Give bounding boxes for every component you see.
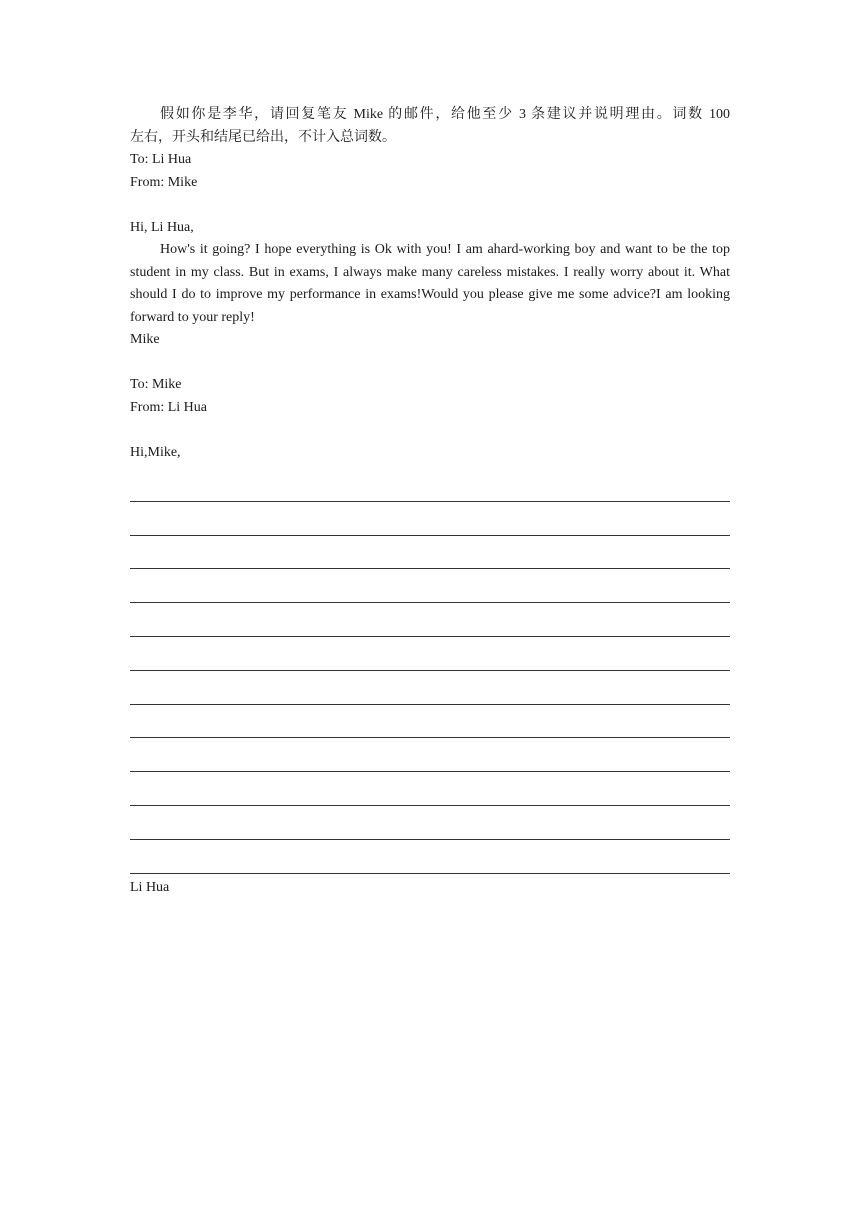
spacer xyxy=(130,419,730,442)
spacer xyxy=(130,352,730,375)
reply-from: From: Li Hua xyxy=(130,399,207,415)
reply-signature: Li Hua xyxy=(130,879,170,895)
reply-to: To: Mike xyxy=(130,377,182,392)
incoming-greeting: Hi, Li Hua, xyxy=(130,219,194,235)
incoming-signature: Mike xyxy=(130,332,160,347)
answer-line[interactable] xyxy=(130,738,730,772)
answer-line[interactable] xyxy=(130,502,730,536)
answer-line[interactable] xyxy=(130,705,730,739)
answer-line[interactable] xyxy=(130,569,730,603)
instruction-line-1: 假如你是李华，请回复笔友 Mike 的邮件，给他至少 3 条建议并说明理由。词数 100 xyxy=(160,107,730,122)
incoming-body: How's it going? I hope everything is Ok with you! I am ahard-working boy and want to be the top student in my class. But in exams, I always make many careless mistakes. I really worry about it. What should I do to improve my performance in exams!Would you please give me some advice?I am looking forward to your reply! xyxy=(130,242,730,325)
answer-line[interactable] xyxy=(130,772,730,806)
answer-line[interactable] xyxy=(130,536,730,570)
instruction-line-2: 左右，开头和结尾已给出，不计入总词数。 xyxy=(130,129,396,145)
answer-writing-area[interactable] xyxy=(130,468,730,874)
reply-greeting: Hi,Mike, xyxy=(130,444,181,460)
answer-line[interactable] xyxy=(130,671,730,705)
answer-line[interactable] xyxy=(130,637,730,671)
answer-line[interactable] xyxy=(130,603,730,637)
document-page xyxy=(130,104,730,900)
spacer xyxy=(130,194,730,217)
answer-line[interactable] xyxy=(130,468,730,502)
answer-line[interactable] xyxy=(130,806,730,840)
answer-line[interactable] xyxy=(130,840,730,874)
incoming-to: To: Li Hua xyxy=(130,152,192,167)
incoming-from: From: Mike xyxy=(130,174,198,190)
